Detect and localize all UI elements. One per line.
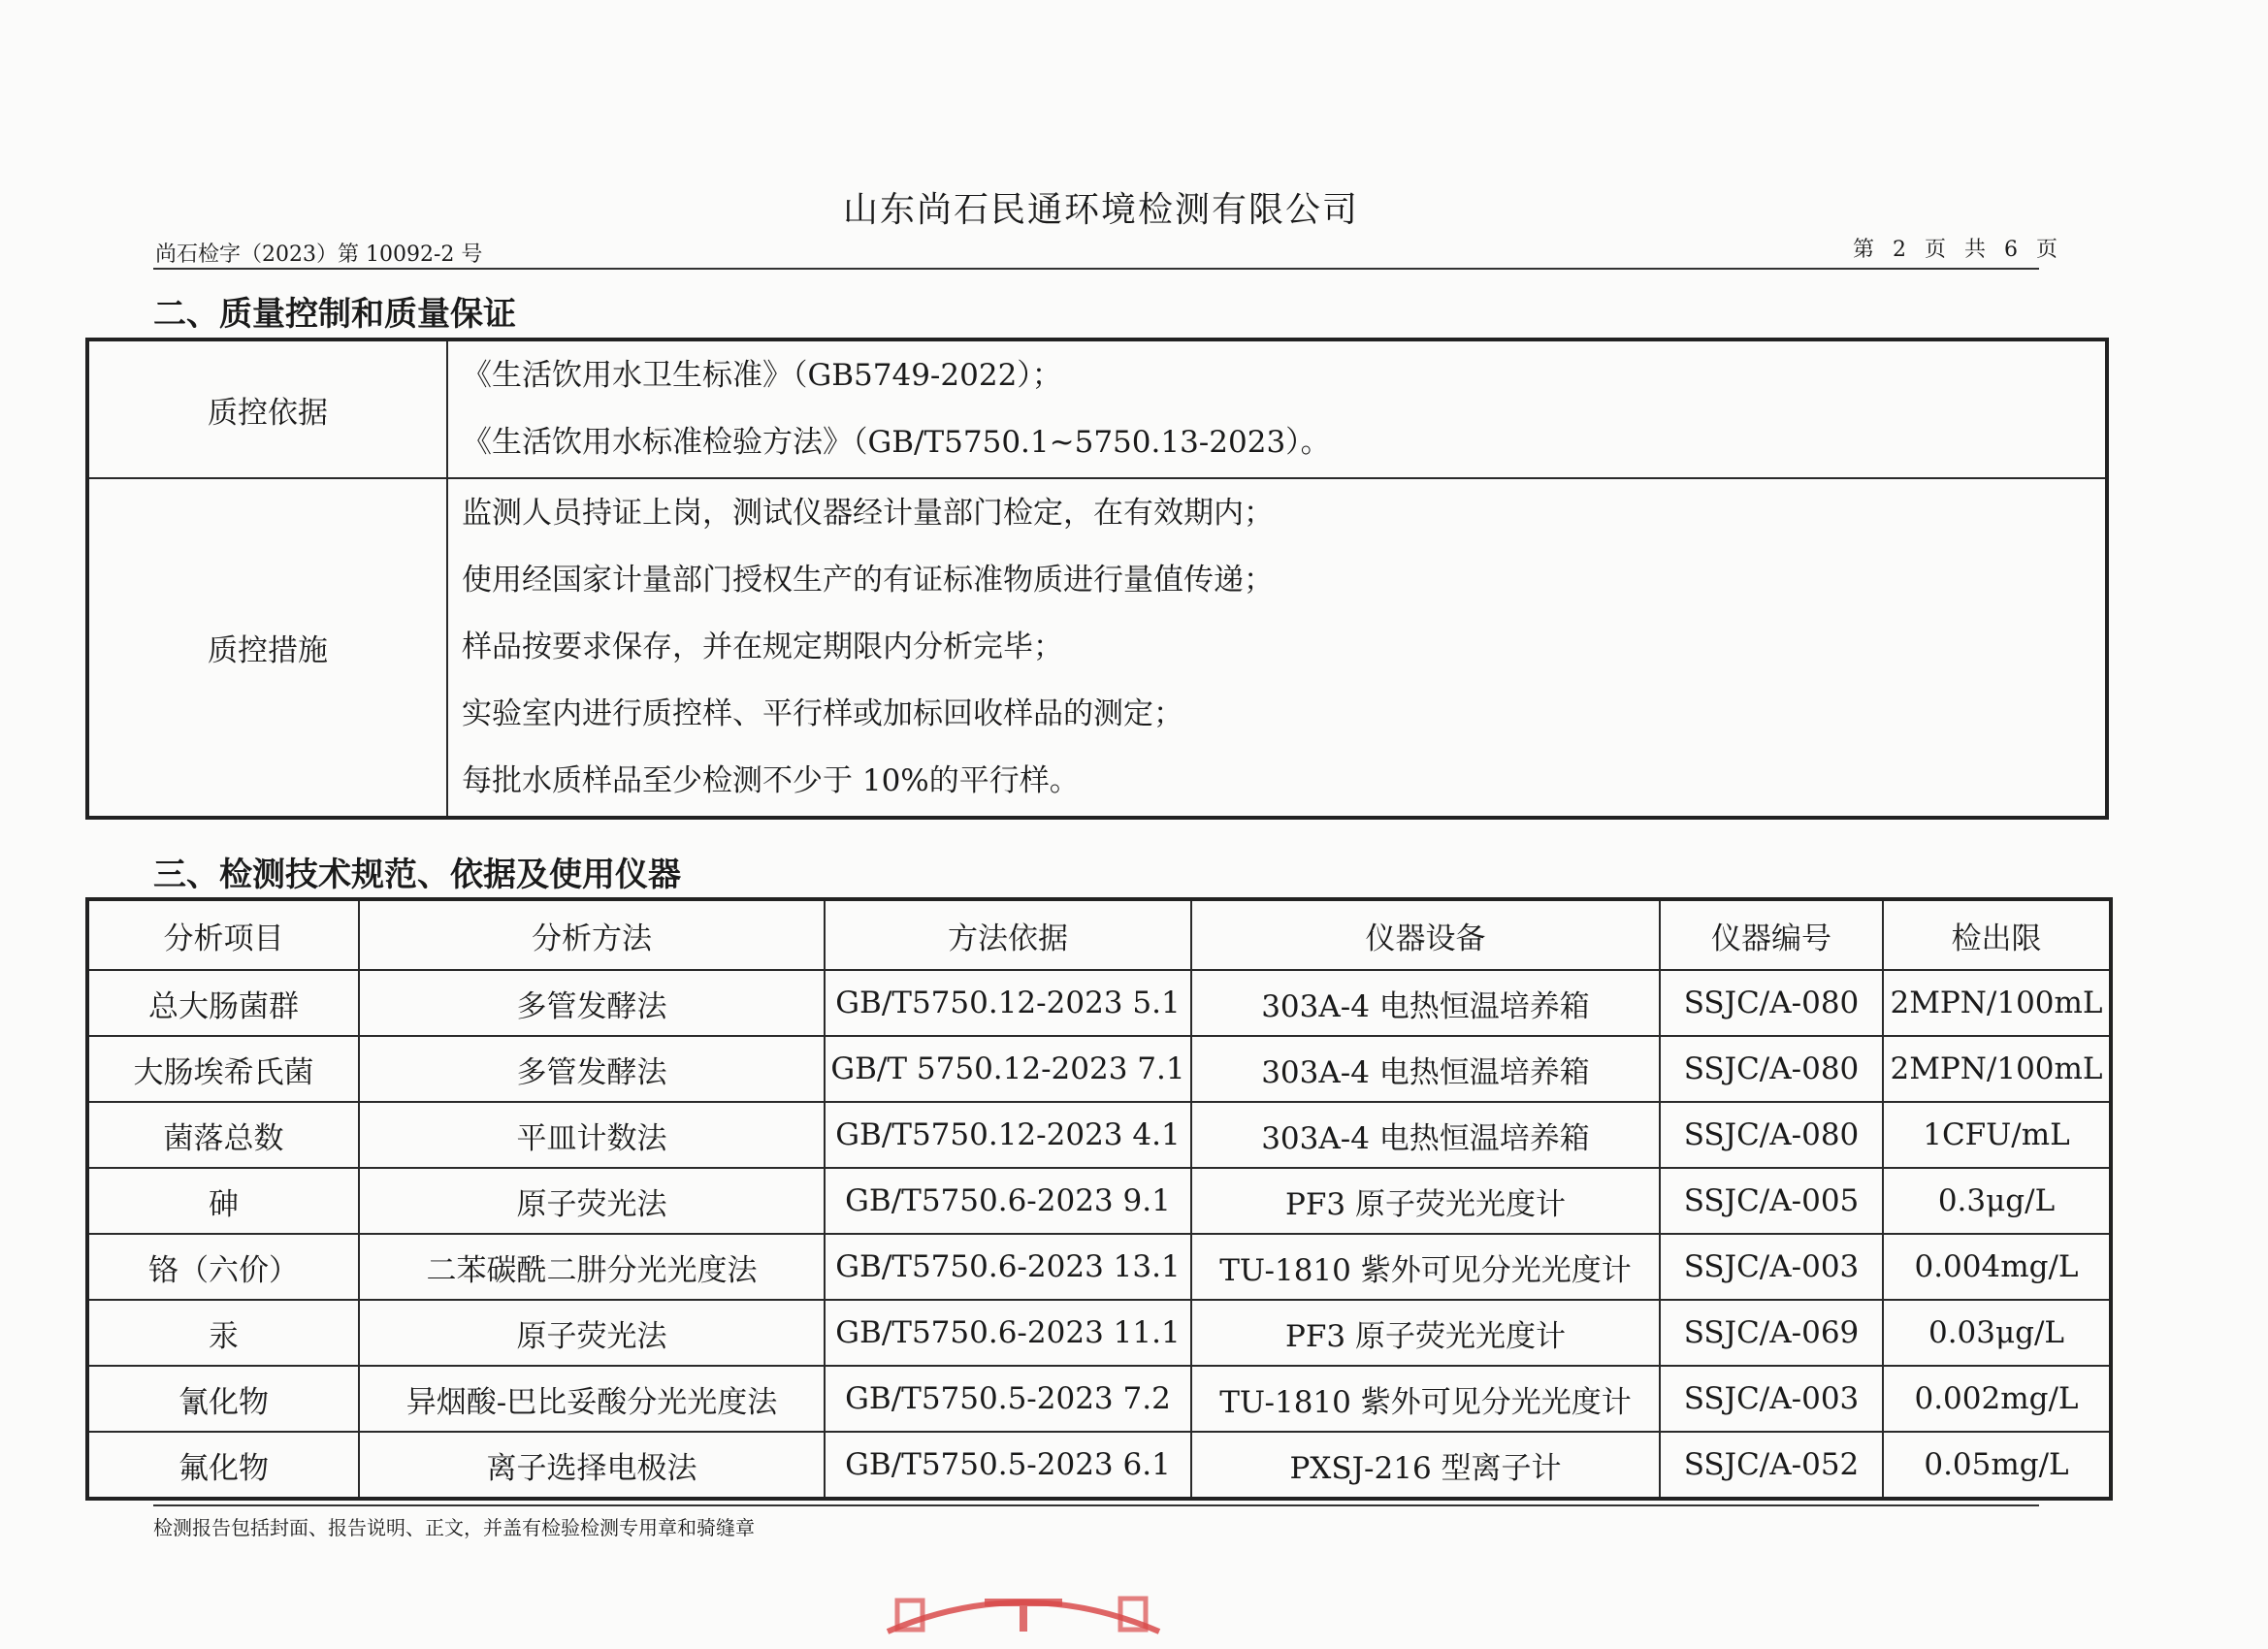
column-header: 分析项目	[87, 899, 359, 970]
instrument-id: SSJC/A-080	[1660, 1036, 1883, 1102]
table-row	[87, 1432, 2111, 1499]
analysis-method: 异烟酸-巴比妥酸分光光度法	[359, 1366, 825, 1432]
table-header-row	[87, 899, 2111, 970]
method-basis: GB/T5750.6-2023 13.1	[825, 1234, 1191, 1300]
analysis-item: 铬（六价）	[87, 1234, 359, 1300]
column-header: 方法依据	[825, 899, 1191, 970]
footer-divider	[153, 1504, 2039, 1506]
detection-limit: 0.004mg/L	[1883, 1234, 2111, 1300]
instrument: TU-1810 紫外可见分光光度计	[1191, 1366, 1660, 1432]
detection-limit: 2MPN/100mL	[1883, 970, 2111, 1036]
qc-line: 使用经国家计量部门授权生产的有证标准物质进行量值传递；	[462, 563, 1274, 598]
table-row	[87, 1036, 2111, 1102]
table-row	[87, 970, 2111, 1036]
qc-line: 《生活饮用水卫生标准》（GB5749-2022）；	[462, 358, 1062, 393]
qc-label: 质控措施	[87, 478, 447, 818]
column-header: 仪器编号	[1660, 899, 1883, 970]
header-divider	[153, 268, 2039, 270]
table-row	[87, 1234, 2111, 1300]
detection-limit: 1CFU/mL	[1883, 1102, 2111, 1168]
instrument-id: SSJC/A-003	[1660, 1366, 1883, 1432]
qc-line: 每批水质样品至少检测不少于 10%的平行样。	[462, 763, 1080, 798]
analysis-item: 菌落总数	[87, 1102, 359, 1168]
table-row	[87, 1366, 2111, 1432]
qc-line: 样品按要求保存，并在规定期限内分析完毕；	[462, 630, 1063, 664]
qc-line: 《生活饮用水标准检验方法》（GB/T5750.1~5750.13-2023）。	[462, 425, 1331, 460]
method-basis: GB/T5750.6-2023 9.1	[825, 1168, 1191, 1234]
analysis-method: 多管发酵法	[359, 970, 825, 1036]
analysis-method: 二苯碳酰二肼分光光度法	[359, 1234, 825, 1300]
instrument: PXSJ-216 型离子计	[1191, 1432, 1660, 1499]
report-number: 尚石检字（2023）第 10092-2 号	[155, 242, 483, 267]
qc-content	[447, 478, 2107, 818]
analysis-item: 总大肠菌群	[87, 970, 359, 1036]
methods-table	[85, 897, 2113, 1501]
detection-limit: 0.002mg/L	[1883, 1366, 2111, 1432]
analysis-method: 多管发酵法	[359, 1036, 825, 1102]
analysis-method: 平皿计数法	[359, 1102, 825, 1168]
instrument: 303A-4 电热恒温培养箱	[1191, 1036, 1660, 1102]
table-row	[87, 1300, 2111, 1366]
column-header: 检出限	[1883, 899, 2111, 970]
seal-stamp-fragment	[878, 1583, 1169, 1635]
method-basis: GB/T5750.6-2023 11.1	[825, 1300, 1191, 1366]
instrument-id: SSJC/A-080	[1660, 970, 1883, 1036]
footer-note: 检测报告包括封面、报告说明、正文，并盖有检验检测专用章和骑缝章	[153, 1516, 755, 1539]
instrument-id: SSJC/A-005	[1660, 1168, 1883, 1234]
analysis-item: 汞	[87, 1300, 359, 1366]
method-basis: GB/T 5750.12-2023 7.1	[825, 1036, 1191, 1102]
analysis-method: 原子荧光法	[359, 1168, 825, 1234]
qc-row-basis	[87, 340, 2107, 478]
quality-control-table	[85, 338, 2109, 820]
section3-title: 三、检测技术规范、依据及使用仪器	[153, 856, 681, 894]
qc-content	[447, 340, 2107, 478]
detection-limit: 0.3μg/L	[1883, 1168, 2111, 1234]
detection-limit: 0.03μg/L	[1883, 1300, 2111, 1366]
qc-label: 质控依据	[87, 340, 447, 478]
instrument-id: SSJC/A-052	[1660, 1432, 1883, 1499]
qc-line: 实验室内进行质控样、平行样或加标回收样品的测定；	[462, 696, 1183, 731]
instrument-id: SSJC/A-080	[1660, 1102, 1883, 1168]
method-basis: GB/T5750.12-2023 4.1	[825, 1102, 1191, 1168]
analysis-method: 离子选择电极法	[359, 1432, 825, 1499]
table-row	[87, 1102, 2111, 1168]
method-basis: GB/T5750.5-2023 7.2	[825, 1366, 1191, 1432]
instrument: PF3 原子荧光光度计	[1191, 1168, 1660, 1234]
company-name: 山东尚石民通环境检测有限公司	[842, 190, 1359, 230]
analysis-item: 氟化物	[87, 1432, 359, 1499]
qc-row-measures	[87, 478, 2107, 818]
qc-line: 监测人员持证上岗，测试仪器经计量部门检定，在有效期内；	[462, 496, 1274, 531]
section2-title: 二、质量控制和质量保证	[153, 295, 516, 334]
column-header: 分析方法	[359, 899, 825, 970]
analysis-item: 氰化物	[87, 1366, 359, 1432]
column-header: 仪器设备	[1191, 899, 1660, 970]
detection-limit: 2MPN/100mL	[1883, 1036, 2111, 1102]
table-row	[87, 1168, 2111, 1234]
instrument: PF3 原子荧光光度计	[1191, 1300, 1660, 1366]
detection-limit: 0.05mg/L	[1883, 1432, 2111, 1499]
instrument: 303A-4 电热恒温培养箱	[1191, 1102, 1660, 1168]
instrument-id: SSJC/A-069	[1660, 1300, 1883, 1366]
instrument: 303A-4 电热恒温培养箱	[1191, 970, 1660, 1036]
analysis-item: 大肠埃希氏菌	[87, 1036, 359, 1102]
page-indicator: 第 2 页 共 6 页	[1853, 238, 2063, 262]
analysis-item: 砷	[87, 1168, 359, 1234]
instrument: TU-1810 紫外可见分光光度计	[1191, 1234, 1660, 1300]
method-basis: GB/T5750.12-2023 5.1	[825, 970, 1191, 1036]
instrument-id: SSJC/A-003	[1660, 1234, 1883, 1300]
method-basis: GB/T5750.5-2023 6.1	[825, 1432, 1191, 1499]
analysis-method: 原子荧光法	[359, 1300, 825, 1366]
